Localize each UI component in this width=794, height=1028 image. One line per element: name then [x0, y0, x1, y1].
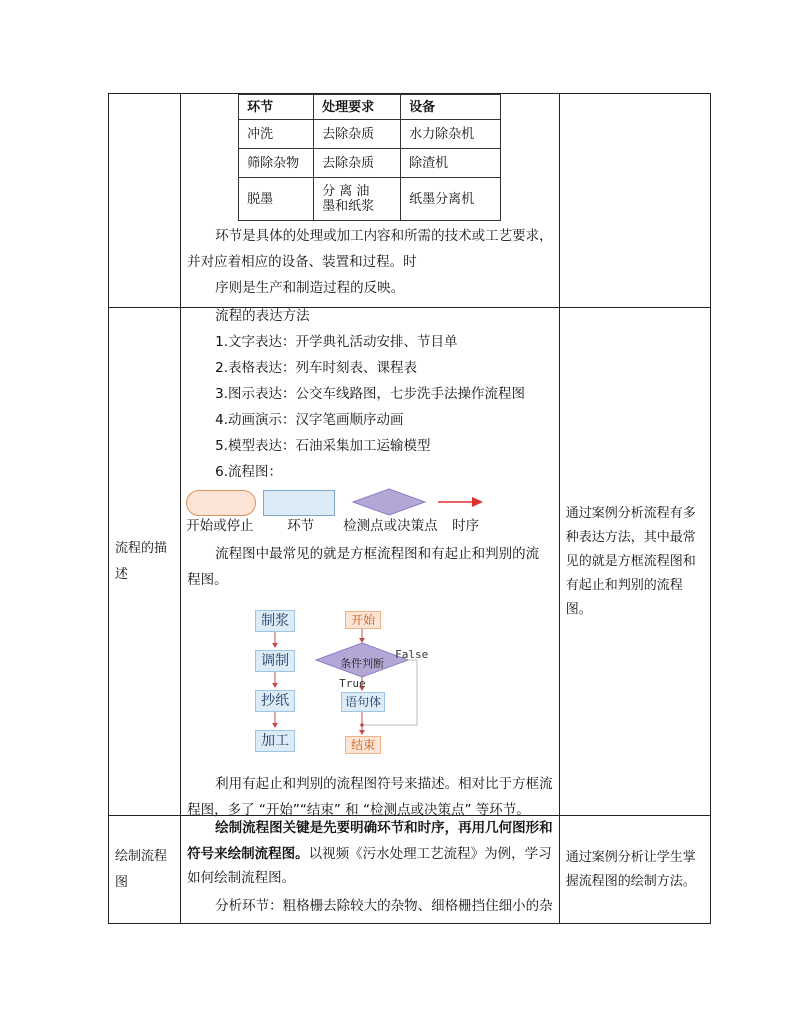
table-cell: 去除杂质: [314, 149, 401, 178]
symbol-caption: 时序: [452, 518, 480, 534]
row1-content-cell: [181, 94, 560, 308]
header-cell: 处理要求: [314, 95, 401, 120]
text-line: 并对应着相应的设备、装置和过程。时: [187, 254, 417, 270]
table-row: [239, 120, 501, 149]
lesson-plan-table: [108, 93, 711, 924]
text-line: 序则是生产和制造过程的反映。: [215, 280, 405, 296]
row2-content-cell: [181, 308, 560, 816]
list-item: 1.文字表达：开学典礼活动安排、节目单: [215, 334, 458, 350]
list-item: 6.流程图：: [215, 464, 282, 480]
flow-step: 抄纸: [255, 690, 295, 712]
list-item: 2.表格表达：列车时刻表、课程表: [215, 360, 417, 376]
table-cell: 纸墨分离机: [401, 178, 501, 221]
table-row: [239, 149, 501, 178]
arrow-symbol: [436, 495, 486, 509]
paragraph: 程图。: [187, 572, 228, 588]
table-cell: 除渣机: [401, 149, 501, 178]
row-note: 通过案例分析流程有多种表达方法，其中最常见的就是方框流程图和有起止和判别的流程图。: [559, 308, 710, 816]
paragraph: [187, 276, 553, 300]
list-item: 3.图示表达：公交车线路图，七步洗手法操作流程图: [215, 386, 525, 402]
table-cell: 筛除杂物: [239, 149, 314, 178]
symbol-caption: 环节: [287, 518, 315, 534]
table-row: [109, 816, 711, 924]
row1-note-cell: [559, 94, 710, 308]
text-line: 环节是具体的处理或加工内容和所需的技术或工艺要求，: [215, 228, 553, 244]
false-label: False: [395, 648, 429, 661]
process-symbol: [263, 490, 335, 516]
flow-step: 调制: [255, 650, 295, 672]
list-item: 4.动画演示：汉字笔画顺序动画: [215, 412, 404, 428]
row1-label-cell: [109, 94, 181, 308]
row3-content-cell: [181, 816, 560, 924]
symbol-caption: 开始或停止: [186, 518, 254, 534]
paragraph: [187, 224, 553, 248]
flow-start: 开始: [345, 611, 381, 629]
table-row: [109, 308, 711, 816]
paragraph: 分析环节：粗格栅去除较大的杂物、细格栅挡住细小的杂: [215, 898, 553, 914]
flow-condition: 条件判断: [340, 657, 385, 670]
paragraph: 程图，多了 “开始”“结束” 和 “检测点或决策点” 等环节。: [187, 802, 530, 818]
decision-symbol: [351, 488, 427, 516]
paragraph: 流程图中最常见的就是方框流程图和有起止和判别的流: [215, 546, 540, 562]
bold-text: 符号来绘制流程图。: [187, 846, 309, 862]
table-row: [239, 178, 501, 221]
paragraph: 利用有起止和判别的流程图符号来描述。相对比于方框流: [215, 776, 553, 792]
list-item: 5.模型表达：石油采集加工运输模型: [215, 438, 431, 454]
symbol-caption: 检测点或决策点: [343, 518, 438, 534]
paragraph: [187, 250, 553, 274]
paragraph: 如何绘制流程图。: [187, 870, 296, 886]
header-cell: 设备: [401, 95, 501, 120]
flow-step: 制浆: [255, 610, 295, 632]
table-row: [109, 94, 711, 308]
process-table: [238, 94, 501, 221]
row-note: 通过案例分析让学生掌握流程图的绘制方法。: [559, 816, 710, 924]
true-label: True: [339, 677, 366, 690]
flow-end: 结束: [345, 736, 381, 754]
table-cell: 脱墨: [239, 178, 314, 221]
table-cell: 分 离 油 墨和纸浆: [314, 178, 401, 221]
table-cell: 冲洗: [239, 120, 314, 149]
row-label: 流程的描述: [109, 308, 181, 816]
flow-statement: 语句体: [341, 692, 385, 712]
text-line: 以视频《污水处理工艺流程》为例，学习: [308, 846, 552, 862]
flow-step: 加工: [255, 730, 295, 752]
start-stop-symbol: [186, 490, 256, 516]
paragraph: [187, 842, 553, 866]
section-heading: 流程的表达方法: [215, 308, 310, 324]
table-cell: 水力除杂机: [401, 120, 501, 149]
table-cell: 去除杂质: [314, 120, 401, 149]
row-label: 绘制流程图: [109, 816, 181, 924]
process-table-header: [239, 95, 501, 120]
paragraph: 绘制流程图关键是先要明确环节和时序，再用几何图形和: [215, 820, 553, 836]
header-cell: 环节: [239, 95, 314, 120]
